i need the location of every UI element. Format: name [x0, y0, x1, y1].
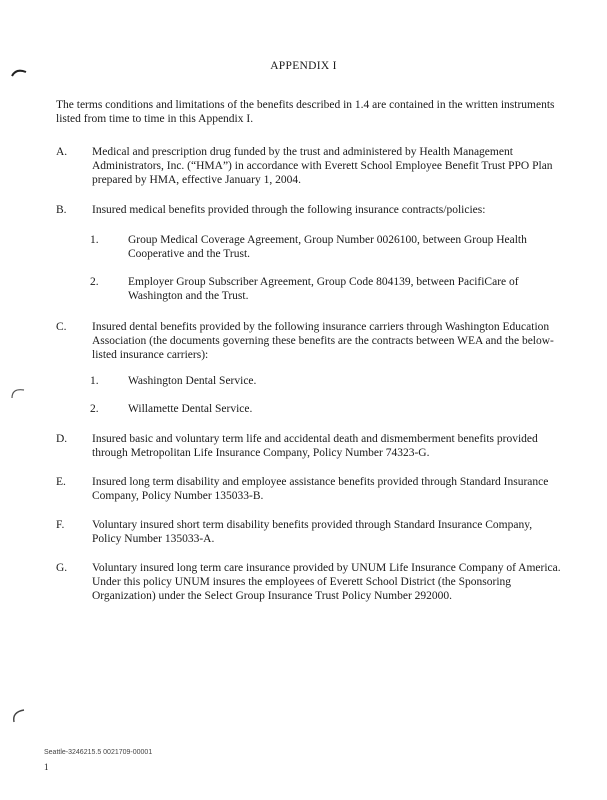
item-letter: E. — [56, 476, 66, 488]
sub-item-text: Employer Group Subscriber Agreement, Group Code 804139, between PacifiCare of Washington and the Trust. — [128, 276, 519, 302]
punch-hole-mark — [8, 384, 30, 402]
item-text: Insured basic and voluntary term life and accidental death and dismemberment benefits provided through Metropolitan Life Insurance Company, Policy Number 74323-G. — [92, 433, 538, 459]
item-letter: B. — [56, 204, 67, 216]
sub-item-text: Washington Dental Service. — [128, 375, 257, 387]
intro-paragraph: The terms conditions and limitations of the benefits described in 1.4 are contained in the written instruments listed from time to time in this Appendix I. — [56, 99, 555, 125]
sub-item-number: 2. — [90, 403, 99, 415]
punch-hole-mark — [8, 706, 30, 724]
item-text: Insured medical benefits provided through the following insurance contracts/policies: — [92, 204, 486, 216]
item-letter: F. — [56, 519, 65, 531]
item-letter: G. — [56, 562, 68, 574]
item-text: Insured dental benefits provided by the following insurance carriers through Washington Education Association (the documents governing these benefits are the contracts between WEA and the below-listed insurance carriers): — [92, 321, 554, 361]
item-letter: C. — [56, 321, 67, 333]
page-title: APPENDIX I — [270, 60, 337, 72]
item-text: Voluntary insured long term care insurance provided by UNUM Life Insurance Company of America. Under this policy UNUM insures the employees of Everett School District (the Sponsoring Organization) under the Select Group Insurance Trust Policy Number 292000. — [92, 562, 561, 602]
item-letter: A. — [56, 146, 68, 158]
sub-item-number: 2. — [90, 276, 99, 288]
sub-item-text: Willamette Dental Service. — [128, 403, 253, 415]
sub-item-number: 1. — [90, 234, 99, 246]
sub-item-text: Group Medical Coverage Agreement, Group Number 0026100, between Group Health Cooperative and the Trust. — [128, 234, 527, 260]
sub-item-number: 1. — [90, 375, 99, 387]
item-letter: D. — [56, 433, 68, 445]
item-text: Voluntary insured short term disability benefits provided through Standard Insurance Company, Policy Number 135033-A. — [92, 519, 533, 545]
item-text: Medical and prescription drug funded by the trust and administered by Health Management Administrators, Inc. (“HMA”) in accordance with Everett School Employee Benefit Trust PPO Plan prepared by HMA, effective January 1, 2004. — [92, 146, 553, 186]
page-number: 1 — [44, 762, 49, 772]
item-text: Insured long term disability and employee assistance benefits provided through Standard Insurance Company, Policy Number 135033-B. — [92, 476, 549, 502]
document-code: Seattle-3246215.5 0021709-00001 — [44, 749, 153, 756]
